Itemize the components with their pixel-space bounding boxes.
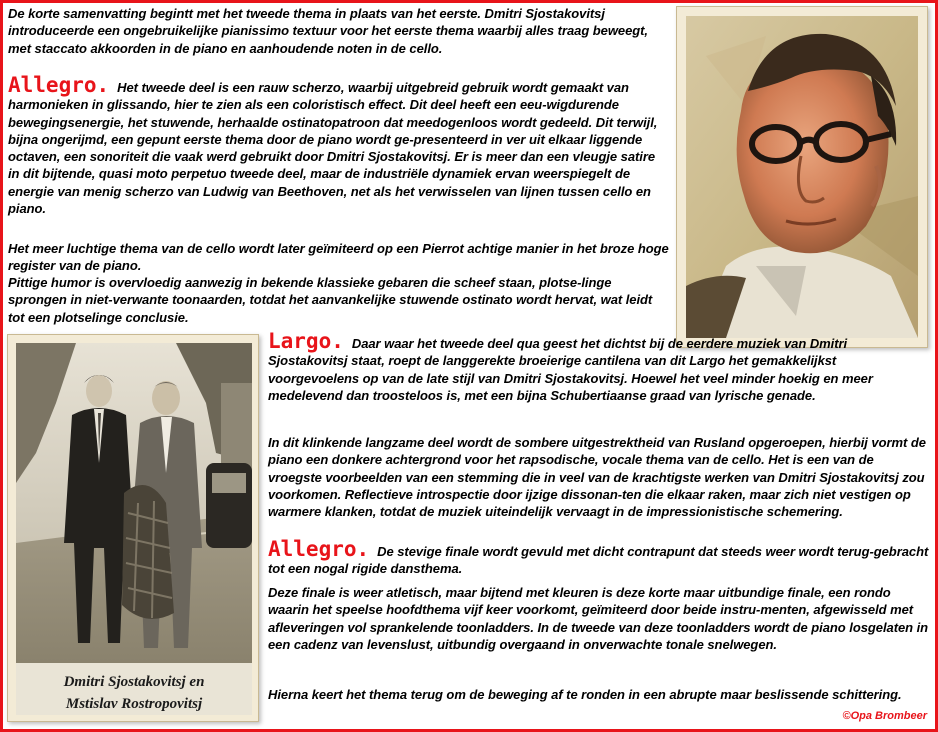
- allegro-finale-paragraph-2: Deze finale is weer atletisch, maar bijtend met kleuren is deze korte maar uitbundige finale, een rondo waarin het speelse hoofdthema vijf keer voorkomt, geïmiteerd door beide instru-menten, afgewisseld met afleveringen vol sprankelende toonladders. In de tweede van deze toonladders wordt de piano losgelaten in een cadenz van levenslust, uitbundig overgaand in onverwachte tonale snelwegen.: [268, 585, 929, 652]
- allegro-finale-heading: Allegro.: [268, 537, 370, 561]
- largo-paragraph: [268, 329, 930, 404]
- shostakovich-rostropovich-photo: [16, 343, 252, 663]
- copyright-note: ©Opa Brombeer: [842, 710, 927, 722]
- largo-heading: Largo.: [268, 329, 344, 353]
- allegro-scherzo-paragraph-2: Het meer luchtige thema van de cello wordt later geïmiteerd op een Pierrot achtige manier in het broze hoge register van de piano.: [8, 241, 669, 274]
- shostakovich-portrait-image: [686, 16, 918, 338]
- largo-text: Daar waar het tweede deel qua geest het dichtst bij de eerdere muziek van Dmitri Sjostakovitsj staat, roept de langgerekte broeierige cantilena van dit Largo het gemakkelijkst voorgevoelens op van de late stijl van Dmitri Sjostakovitsj. Hoewel het veel minder hoekig en meer medelevend dan troosteloos is, met een bijna Schubertiaanse graad van lyrische genade.: [268, 336, 873, 403]
- allegro-scherzo-paragraph: [8, 73, 670, 217]
- historic-photo-frame: [7, 334, 259, 722]
- photo-caption-line-1: Dmitri Sjostakovitsj en: [63, 674, 205, 690]
- allegro-scherzo-heading: Allegro.: [8, 73, 110, 97]
- portrait-painting-frame: [676, 6, 928, 348]
- allegro-finale-paragraph: [268, 537, 930, 578]
- largo-paragraph-2: In dit klinkende langzame deel wordt de sombere uitgestrektheid van Rusland opgeroepen, hierbij vormt de piano een donkere achtergrond voor het rapsodische, vocale thema van de cello. Het is een van de vroegste voorbeelden van een stemming die in veel van de krachtigste werken van Dmitri Sjostakovitsj zou voorkomen. Reflectieve introspectie door ijzige dissonan-ten die elkaar raken, maar zich niet vestigen op warmere klanken, totdat de muziek uiteindelijk vervaagt in de impressionistische schemering.: [268, 435, 926, 520]
- photo-caption-line-2: Mstislav Rostropovitsj: [65, 696, 203, 712]
- intro-paragraph: De korte samenvatting begintt met het tweede thema in plaats van het eerste. Dmitri Sjostakovitsj introduceerde een ongebruikelijke pianissimo textuur voor het eerste thema waarbij alles traag beweegt, met staccato akkoorden in de piano en aanhoudende noten in de cello.: [8, 6, 648, 56]
- allegro-scherzo-paragraph-3: Pittige humor is overvloedig aanwezig in bekende klassieke gebaren die scheef staan, plotse-linge sprongen in niet-verwante toonaarden, totdat het aanvankelijke stuwende ostinato wordt hervat, wat leidt tot een plotselinge conclusie.: [8, 275, 653, 325]
- allegro-finale-text: De stevige finale wordt gevuld met dicht contrapunt dat steeds weer wordt terug-gebracht tot een nogal rigide dansthema.: [268, 544, 929, 577]
- allegro-scherzo-text: Het tweede deel is een rauw scherzo, waarbij uitgebreid gebruik wordt gemaakt van harmonieken in glissando, hier te zien als een coloristisch effect. Dit deel heeft een eeu-wigdurende bewegingsenergie, het stuwende, herhaalde ostinatopatroon dat meedogenloos wordt gedeeld. Dit terwijl, bijna ongerijmd, een gepunt eerste thema door de piano wordt ge-presenteerd in ver uit elkaar liggende octaven, een sonoriteit die vaak werd gebruikt door Dmitri Sjostakovitsj. Er is meer dan een vleugje satire in dit bijtende, quasi moto perpetuo tweede deel, maar de industriële dynamiek ervan weerspiegelt de energie van menig scherzo van Ludwig van Beethoven, net als het verwisselen van lijnen tussen cello en piano.: [8, 80, 658, 217]
- allegro-finale-paragraph-3: Hierna keert het thema terug om de beweging af te ronden in een abrupte maar beslissende schittering.: [268, 687, 902, 702]
